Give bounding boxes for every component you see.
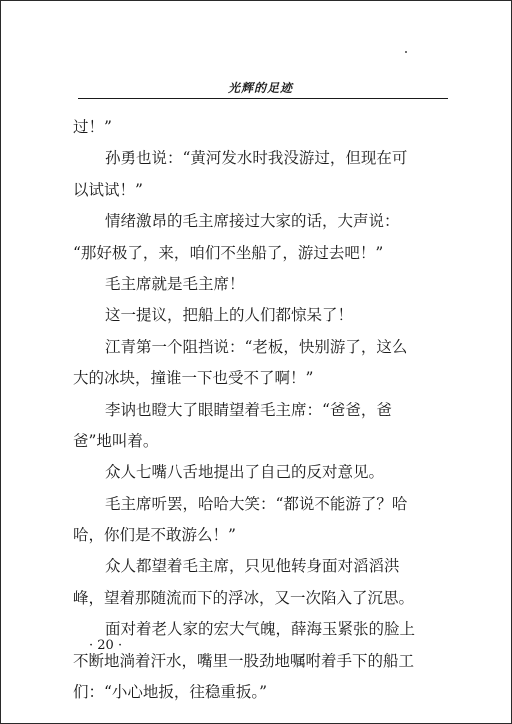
text-line: 哈，你们是不敢游么！” — [73, 526, 236, 545]
text-line: 们：“小心地扳，往稳重扳。” — [73, 683, 268, 702]
text-line: 江青第一个阻挡说：“老板，快别游了，这么 — [105, 337, 408, 356]
print-speck — [405, 51, 407, 53]
text-line: “那好极了，来，咱们不坐船了，游过去吧！” — [73, 243, 384, 262]
text-line: 毛主席就是毛主席！ — [105, 274, 245, 293]
text-line: 这一提议，把船上的人们都惊呆了！ — [105, 306, 354, 325]
text-line: 爸”地叫着。 — [73, 431, 159, 450]
text-line: 众人都望着毛主席，只见他转身面对滔滔洪 — [105, 557, 400, 576]
text-line: 峰，望着那随流而下的浮冰，又一次陷入了沉思。 — [73, 588, 415, 607]
text-line: 以试试！” — [73, 180, 143, 199]
text-line: 情绪激昂的毛主席接过大家的话，大声说： — [105, 212, 400, 231]
text-line: 大的冰块，撞谁一下也受不了啊！” — [73, 369, 314, 388]
text-line: 李讷也瞪大了眼睛望着毛主席：“爸爸，爸 — [105, 400, 392, 419]
text-line: 孙勇也说：“黄河发水时我没游过，但现在可 — [105, 149, 408, 168]
text-line: 众人七嘴八舌地提出了自己的反对意见。 — [105, 463, 385, 482]
body-text — [73, 112, 449, 708]
text-line: 面对着老人家的宏大气魄，薛海玉紧张的脸上 — [105, 620, 416, 639]
page-number: · 20 · — [89, 638, 123, 653]
text-line: 不断地淌着汗水，嘴里一股劲地嘱咐着手下的船工 — [73, 651, 415, 670]
text-line: 毛主席听罢，哈哈大笑：“都说不能游了？哈 — [105, 494, 408, 513]
running-header — [78, 79, 448, 99]
header-rule — [78, 98, 448, 99]
text-line: 过！” — [73, 118, 112, 136]
running-header-title: 光辉的足迹 — [228, 81, 294, 95]
